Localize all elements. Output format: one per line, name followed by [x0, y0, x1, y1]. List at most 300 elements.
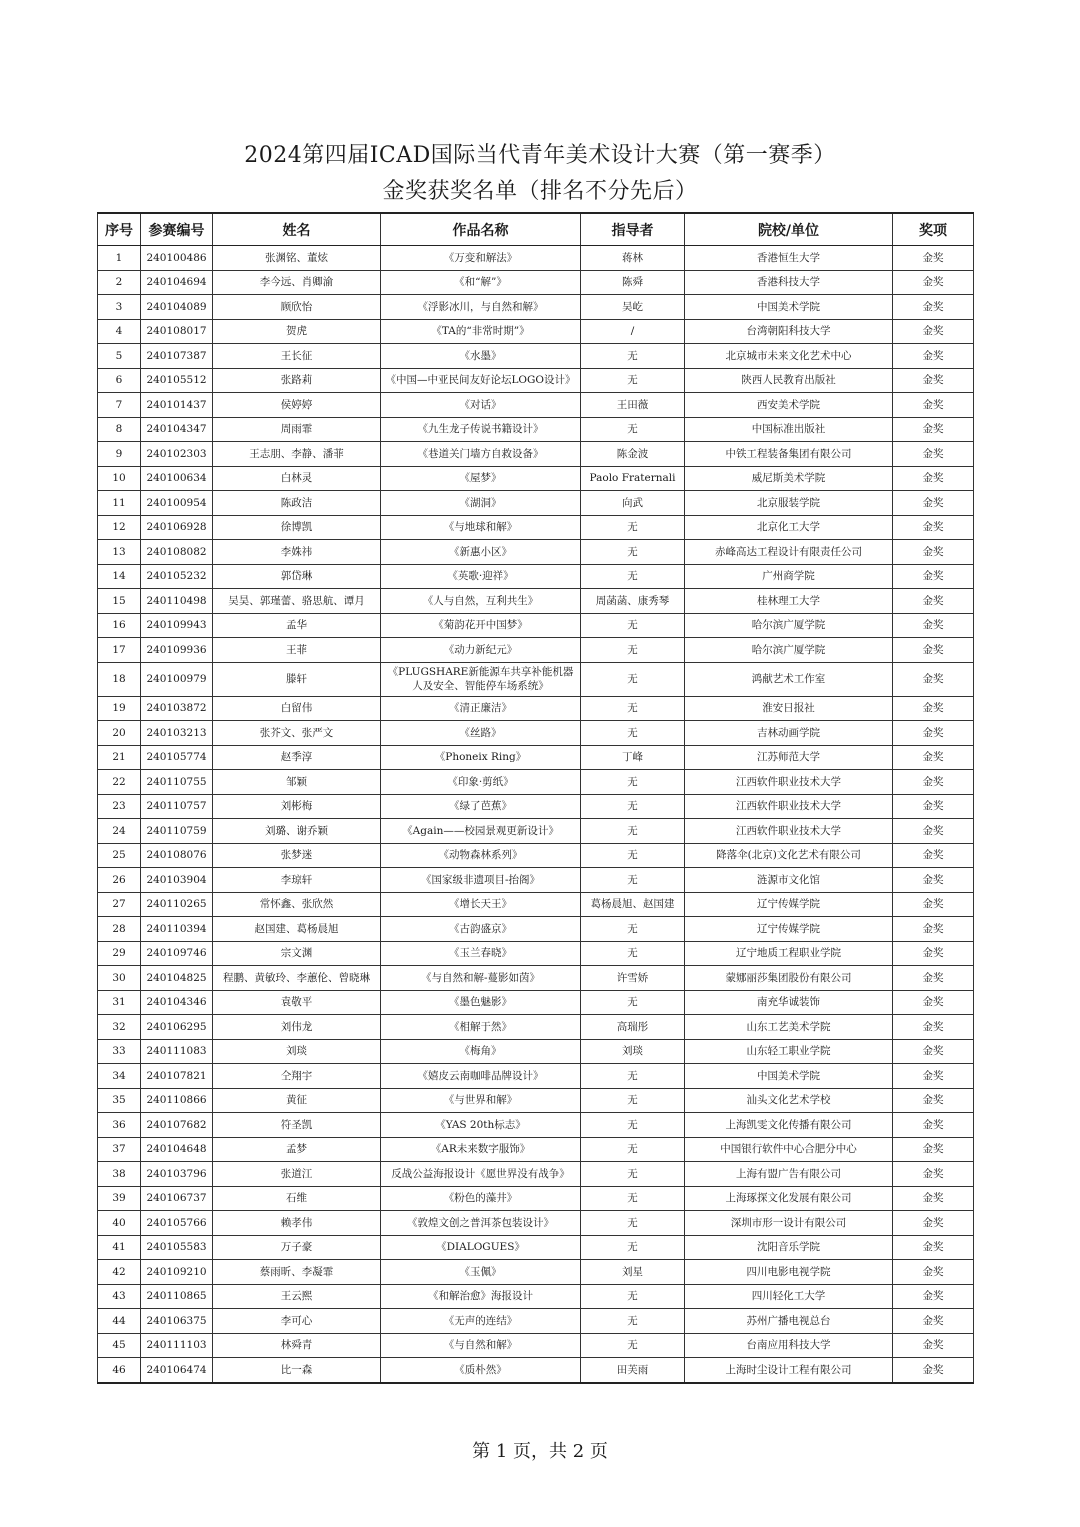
cell-advisor: 无	[581, 1235, 685, 1260]
cell-institution: 辽宁地质工程职业学院	[685, 941, 893, 966]
cell-index: 23	[98, 794, 141, 819]
cell-institution: 吉林动画学院	[685, 721, 893, 746]
cell-index: 26	[98, 868, 141, 893]
cell-work-title: 《与自然和解》	[381, 1333, 581, 1358]
cell-work-title: 《菊韵花开中国梦》	[381, 613, 581, 638]
cell-institution: 淮安日报社	[685, 696, 893, 721]
cell-entry-number: 240107682	[141, 1113, 213, 1138]
cell-index: 41	[98, 1235, 141, 1260]
cell-work-title: 《嬉皮云南咖啡品牌设计》	[381, 1064, 581, 1089]
cell-institution: 沈阳音乐学院	[685, 1235, 893, 1260]
cell-entry-number: 240105583	[141, 1235, 213, 1260]
cell-entry-number: 240110757	[141, 794, 213, 819]
cell-name: 邹颖	[213, 770, 381, 795]
cell-institution: 香港科技大学	[685, 270, 893, 295]
cell-name: 仝翔宇	[213, 1064, 381, 1089]
cell-award: 金奖	[893, 1284, 974, 1309]
cell-award: 金奖	[893, 966, 974, 991]
table-row	[98, 540, 974, 565]
cell-work-title: 《DIALOGUES》	[381, 1235, 581, 1260]
cell-entry-number: 240108017	[141, 319, 213, 344]
cell-award: 金奖	[893, 868, 974, 893]
cell-entry-number: 240100486	[141, 246, 213, 271]
cell-entry-number: 240109943	[141, 613, 213, 638]
cell-institution: 北京城市未来文化艺术中心	[685, 344, 893, 369]
cell-name: 赵季淳	[213, 745, 381, 770]
table-row	[98, 917, 974, 942]
cell-index: 35	[98, 1088, 141, 1113]
cell-index: 39	[98, 1186, 141, 1211]
table-row	[98, 1235, 974, 1260]
cell-award: 金奖	[893, 1333, 974, 1358]
cell-award: 金奖	[893, 1088, 974, 1113]
cell-advisor: 无	[581, 1088, 685, 1113]
cell-award: 金奖	[893, 1015, 974, 1040]
cell-index: 24	[98, 819, 141, 844]
cell-index: 5	[98, 344, 141, 369]
cell-name: 林舜青	[213, 1333, 381, 1358]
cell-advisor: 无	[581, 843, 685, 868]
cell-index: 9	[98, 442, 141, 467]
cell-index: 6	[98, 368, 141, 393]
header-name: 姓名	[213, 213, 381, 246]
header-institution: 院校/单位	[685, 213, 893, 246]
cell-advisor: 无	[581, 540, 685, 565]
cell-work-title: 《水墨》	[381, 344, 581, 369]
cell-award: 金奖	[893, 770, 974, 795]
table-row	[98, 246, 974, 271]
cell-award: 金奖	[893, 721, 974, 746]
cell-index: 30	[98, 966, 141, 991]
cell-award: 金奖	[893, 892, 974, 917]
cell-advisor: 刘星	[581, 1260, 685, 1285]
cell-work-title: 《与世界和解》	[381, 1088, 581, 1113]
cell-advisor: 无	[581, 1186, 685, 1211]
cell-name: 孟梦	[213, 1137, 381, 1162]
cell-advisor: 王田薇	[581, 393, 685, 418]
cell-institution: 江西软件职业技术大学	[685, 794, 893, 819]
cell-institution: 香港恒生大学	[685, 246, 893, 271]
cell-award: 金奖	[893, 1113, 974, 1138]
cell-entry-number: 240104346	[141, 990, 213, 1015]
cell-index: 42	[98, 1260, 141, 1285]
cell-name: 白留伟	[213, 696, 381, 721]
cell-index: 29	[98, 941, 141, 966]
cell-work-title: 《PLUGSHARE新能源车共享补能机器人及安全、智能停车场系统》	[381, 662, 581, 696]
header-index: 序号	[98, 213, 141, 246]
cell-index: 17	[98, 638, 141, 663]
cell-institution: 山东轻工职业学院	[685, 1039, 893, 1064]
cell-name: 白林灵	[213, 466, 381, 491]
cell-index: 21	[98, 745, 141, 770]
cell-index: 25	[98, 843, 141, 868]
cell-work-title: 《丝路》	[381, 721, 581, 746]
cell-advisor: 无	[581, 344, 685, 369]
cell-award: 金奖	[893, 1260, 974, 1285]
cell-entry-number: 240110755	[141, 770, 213, 795]
cell-entry-number: 240100634	[141, 466, 213, 491]
cell-name: 张路莉	[213, 368, 381, 393]
cell-index: 31	[98, 990, 141, 1015]
cell-work-title: 《TA的“非常时期”》	[381, 319, 581, 344]
cell-award: 金奖	[893, 1137, 974, 1162]
cell-index: 46	[98, 1358, 141, 1383]
cell-institution: 深圳市形一设计有限公司	[685, 1211, 893, 1236]
cell-advisor: 无	[581, 721, 685, 746]
cell-work-title: 《新惠小区》	[381, 540, 581, 565]
cell-institution: 汕头文化艺术学校	[685, 1088, 893, 1113]
cell-entry-number: 240103796	[141, 1162, 213, 1187]
document-title: 2024第四届ICAD国际当代青年美术设计大赛（第一赛季）	[244, 143, 836, 168]
cell-advisor: 无	[581, 794, 685, 819]
cell-advisor: 无	[581, 819, 685, 844]
cell-name: 蔡雨昕、李凝霏	[213, 1260, 381, 1285]
cell-entry-number: 240110498	[141, 589, 213, 614]
cell-name: 刘伟龙	[213, 1015, 381, 1040]
cell-work-title: 《万变和解法》	[381, 246, 581, 271]
cell-advisor: 无	[581, 941, 685, 966]
page-footer: 第 1 页，共 2 页	[472, 1441, 608, 1462]
cell-entry-number: 240108082	[141, 540, 213, 565]
cell-name: 顾欣怡	[213, 295, 381, 320]
cell-index: 34	[98, 1064, 141, 1089]
cell-entry-number: 240107821	[141, 1064, 213, 1089]
table-header-row	[98, 213, 974, 246]
cell-award: 金奖	[893, 990, 974, 1015]
cell-institution: 上海凯雯文化传播有限公司	[685, 1113, 893, 1138]
cell-work-title: 《梅角》	[381, 1039, 581, 1064]
cell-award: 金奖	[893, 745, 974, 770]
cell-work-title: 《湖洞》	[381, 491, 581, 516]
cell-institution: 中国标准出版社	[685, 417, 893, 442]
cell-institution: 蒙娜丽莎集团股份有限公司	[685, 966, 893, 991]
cell-work-title: 《屋梦》	[381, 466, 581, 491]
table-row	[98, 1015, 974, 1040]
table-row	[98, 745, 974, 770]
table-row	[98, 368, 974, 393]
cell-index: 38	[98, 1162, 141, 1187]
table-body	[98, 246, 974, 1383]
cell-advisor: 吴屹	[581, 295, 685, 320]
cell-name: 王云熙	[213, 1284, 381, 1309]
cell-name: 袁敬平	[213, 990, 381, 1015]
cell-institution: 威尼斯美术学院	[685, 466, 893, 491]
cell-advisor: 无	[581, 1113, 685, 1138]
cell-name: 赖孝伟	[213, 1211, 381, 1236]
cell-index: 15	[98, 589, 141, 614]
table-row	[98, 442, 974, 467]
cell-award: 金奖	[893, 662, 974, 696]
cell-entry-number: 240104694	[141, 270, 213, 295]
cell-entry-number: 240103872	[141, 696, 213, 721]
cell-institution: 上海琢探文化发展有限公司	[685, 1186, 893, 1211]
cell-name: 符圣凯	[213, 1113, 381, 1138]
cell-advisor: 无	[581, 417, 685, 442]
cell-award: 金奖	[893, 1358, 974, 1383]
cell-work-title: 《绿了芭蕉》	[381, 794, 581, 819]
cell-entry-number: 240106737	[141, 1186, 213, 1211]
table-row	[98, 295, 974, 320]
award-table	[97, 212, 974, 1384]
table-row	[98, 1309, 974, 1334]
cell-name: 常怀鑫、张欣然	[213, 892, 381, 917]
cell-advisor: 无	[581, 1284, 685, 1309]
cell-work-title: 《英歌·迎祥》	[381, 564, 581, 589]
cell-name: 王志朋、李静、潘菲	[213, 442, 381, 467]
cell-institution: 中国美术学院	[685, 1064, 893, 1089]
cell-advisor: 无	[581, 990, 685, 1015]
table-row	[98, 491, 974, 516]
cell-advisor: 无	[581, 1211, 685, 1236]
cell-index: 22	[98, 770, 141, 795]
cell-work-title: 《Phoneix Ring》	[381, 745, 581, 770]
cell-institution: 辽宁传媒学院	[685, 892, 893, 917]
cell-entry-number: 240106474	[141, 1358, 213, 1383]
table-row	[98, 564, 974, 589]
cell-institution: 涟源市文化馆	[685, 868, 893, 893]
cell-index: 28	[98, 917, 141, 942]
cell-advisor: 无	[581, 662, 685, 696]
cell-advisor: 无	[581, 696, 685, 721]
cell-index: 2	[98, 270, 141, 295]
table-row	[98, 721, 974, 746]
cell-institution: 中国美术学院	[685, 295, 893, 320]
cell-institution: 台南应用科技大学	[685, 1333, 893, 1358]
table-row	[98, 417, 974, 442]
table-row	[98, 589, 974, 614]
cell-award: 金奖	[893, 794, 974, 819]
cell-entry-number: 240104347	[141, 417, 213, 442]
cell-entry-number: 240103904	[141, 868, 213, 893]
cell-award: 金奖	[893, 589, 974, 614]
cell-work-title: 《与地球和解》	[381, 515, 581, 540]
cell-name: 李可心	[213, 1309, 381, 1334]
cell-entry-number: 240107387	[141, 344, 213, 369]
cell-award: 金奖	[893, 1039, 974, 1064]
cell-work-title: 《Again——校园景观更新设计》	[381, 819, 581, 844]
cell-advisor: 向武	[581, 491, 685, 516]
cell-institution: 台湾朝阳科技大学	[685, 319, 893, 344]
cell-award: 金奖	[893, 941, 974, 966]
cell-name: 张渊铭、董炫	[213, 246, 381, 271]
cell-award: 金奖	[893, 515, 974, 540]
cell-advisor: 高瑞彤	[581, 1015, 685, 1040]
cell-advisor: 无	[581, 1333, 685, 1358]
cell-entry-number: 240106375	[141, 1309, 213, 1334]
cell-award: 金奖	[893, 613, 974, 638]
cell-index: 3	[98, 295, 141, 320]
cell-name: 侯婷婷	[213, 393, 381, 418]
cell-work-title: 《玉佩》	[381, 1260, 581, 1285]
cell-name: 贺虎	[213, 319, 381, 344]
cell-work-title: 《和“解”》	[381, 270, 581, 295]
cell-award: 金奖	[893, 442, 974, 467]
table-row	[98, 1137, 974, 1162]
cell-advisor: 无	[581, 638, 685, 663]
cell-advisor: 无	[581, 564, 685, 589]
cell-entry-number: 240109210	[141, 1260, 213, 1285]
cell-advisor: Paolo Fraternali	[581, 466, 685, 491]
cell-entry-number: 240106928	[141, 515, 213, 540]
cell-work-title: 《国家级非遗项目-抬阁》	[381, 868, 581, 893]
cell-award: 金奖	[893, 564, 974, 589]
cell-entry-number: 240110265	[141, 892, 213, 917]
cell-work-title: 《浮影冰川，与自然和解》	[381, 295, 581, 320]
table-row	[98, 393, 974, 418]
cell-entry-number: 240101437	[141, 393, 213, 418]
cell-name: 王菲	[213, 638, 381, 663]
table-row	[98, 1088, 974, 1113]
cell-work-title: 《与自然和解-蔓影如茵》	[381, 966, 581, 991]
table-row	[98, 515, 974, 540]
cell-advisor: 周菡菡、康秀琴	[581, 589, 685, 614]
table-row	[98, 1358, 974, 1383]
table-row	[98, 1113, 974, 1138]
cell-work-title: 反战公益海报设计《愿世界没有战争》	[381, 1162, 581, 1187]
table-row	[98, 941, 974, 966]
cell-advisor: 葛杨晨旭、赵国建	[581, 892, 685, 917]
cell-work-title: 《动物森林系列》	[381, 843, 581, 868]
cell-institution: 四川电影电视学院	[685, 1260, 893, 1285]
cell-institution: 辽宁传媒学院	[685, 917, 893, 942]
cell-award: 金奖	[893, 638, 974, 663]
cell-award: 金奖	[893, 1309, 974, 1334]
cell-work-title: 《无声的连结》	[381, 1309, 581, 1334]
cell-advisor: /	[581, 319, 685, 344]
cell-advisor: 田芙雨	[581, 1358, 685, 1383]
cell-entry-number: 240104089	[141, 295, 213, 320]
cell-index: 4	[98, 319, 141, 344]
cell-award: 金奖	[893, 368, 974, 393]
cell-institution: 桂林理工大学	[685, 589, 893, 614]
cell-entry-number: 240100979	[141, 662, 213, 696]
header-work-title: 作品名称	[381, 213, 581, 246]
header-entry-number: 参赛编号	[141, 213, 213, 246]
cell-index: 11	[98, 491, 141, 516]
cell-work-title: 《巷道关门墙方自救设备》	[381, 442, 581, 467]
table-row	[98, 344, 974, 369]
cell-name: 陈政洁	[213, 491, 381, 516]
cell-entry-number: 240109936	[141, 638, 213, 663]
cell-index: 43	[98, 1284, 141, 1309]
cell-index: 27	[98, 892, 141, 917]
cell-index: 8	[98, 417, 141, 442]
cell-institution: 陕西人民教育出版社	[685, 368, 893, 393]
cell-institution: 苏州广播电视总台	[685, 1309, 893, 1334]
cell-institution: 中铁工程装备集团有限公司	[685, 442, 893, 467]
cell-work-title: 《墨色魅影》	[381, 990, 581, 1015]
cell-work-title: 《九生龙子传说书籍设计》	[381, 417, 581, 442]
cell-award: 金奖	[893, 491, 974, 516]
cell-entry-number: 240111083	[141, 1039, 213, 1064]
cell-name: 黄征	[213, 1088, 381, 1113]
cell-institution: 江西软件职业技术大学	[685, 770, 893, 795]
cell-entry-number: 240108076	[141, 843, 213, 868]
table-row	[98, 696, 974, 721]
cell-advisor: 无	[581, 917, 685, 942]
cell-award: 金奖	[893, 1235, 974, 1260]
cell-entry-number: 240110865	[141, 1284, 213, 1309]
cell-work-title: 《粉色的藻井》	[381, 1186, 581, 1211]
cell-work-title: 《相解于然》	[381, 1015, 581, 1040]
cell-name: 周雨霏	[213, 417, 381, 442]
cell-work-title: 《印象·剪纸》	[381, 770, 581, 795]
cell-index: 14	[98, 564, 141, 589]
cell-institution: 山东工艺美术学院	[685, 1015, 893, 1040]
cell-advisor: 无	[581, 613, 685, 638]
cell-name: 王长征	[213, 344, 381, 369]
cell-award: 金奖	[893, 246, 974, 271]
table-row	[98, 868, 974, 893]
table-row	[98, 966, 974, 991]
cell-work-title: 《YAS 20th标志》	[381, 1113, 581, 1138]
cell-index: 32	[98, 1015, 141, 1040]
cell-advisor: 无	[581, 515, 685, 540]
cell-work-title: 《动力新纪元》	[381, 638, 581, 663]
cell-institution: 降落伞(北京)文化艺术有限公司	[685, 843, 893, 868]
cell-award: 金奖	[893, 843, 974, 868]
cell-award: 金奖	[893, 393, 974, 418]
cell-institution: 哈尔滨广厦学院	[685, 638, 893, 663]
cell-award: 金奖	[893, 1211, 974, 1236]
cell-entry-number: 240106295	[141, 1015, 213, 1040]
cell-advisor: 蒋林	[581, 246, 685, 271]
cell-work-title: 《对话》	[381, 393, 581, 418]
table-row	[98, 819, 974, 844]
cell-index: 10	[98, 466, 141, 491]
cell-entry-number: 240102303	[141, 442, 213, 467]
cell-award: 金奖	[893, 1162, 974, 1187]
cell-institution: 广州商学院	[685, 564, 893, 589]
cell-index: 7	[98, 393, 141, 418]
cell-entry-number: 240109746	[141, 941, 213, 966]
cell-entry-number: 240105774	[141, 745, 213, 770]
table-row	[98, 794, 974, 819]
cell-advisor: 无	[581, 1162, 685, 1187]
cell-name: 刘琰	[213, 1039, 381, 1064]
cell-advisor: 刘琰	[581, 1039, 685, 1064]
cell-award: 金奖	[893, 819, 974, 844]
cell-index: 33	[98, 1039, 141, 1064]
cell-award: 金奖	[893, 917, 974, 942]
table-row	[98, 843, 974, 868]
cell-name: 比一森	[213, 1358, 381, 1383]
cell-award: 金奖	[893, 270, 974, 295]
cell-index: 37	[98, 1137, 141, 1162]
table-row	[98, 638, 974, 663]
document-subtitle: 金奖获奖名单（排名不分先后）	[382, 179, 698, 204]
cell-institution: 南充华诚装饰	[685, 990, 893, 1015]
cell-entry-number: 240104648	[141, 1137, 213, 1162]
cell-index: 36	[98, 1113, 141, 1138]
table-row	[98, 270, 974, 295]
cell-institution: 北京化工大学	[685, 515, 893, 540]
cell-name: 郭岱琳	[213, 564, 381, 589]
table-row	[98, 466, 974, 491]
cell-name: 万子豪	[213, 1235, 381, 1260]
cell-name: 赵国建、葛杨晨旭	[213, 917, 381, 942]
cell-institution: 赤峰高达工程设计有限责任公司	[685, 540, 893, 565]
cell-advisor: 陈金波	[581, 442, 685, 467]
cell-institution: 西安美术学院	[685, 393, 893, 418]
cell-entry-number: 240111103	[141, 1333, 213, 1358]
table-row	[98, 1186, 974, 1211]
cell-institution: 江苏师范大学	[685, 745, 893, 770]
cell-name: 程鹏、黄敏玲、李蕙伦、曾晓琳	[213, 966, 381, 991]
cell-name: 李姝祎	[213, 540, 381, 565]
cell-award: 金奖	[893, 417, 974, 442]
cell-award: 金奖	[893, 696, 974, 721]
